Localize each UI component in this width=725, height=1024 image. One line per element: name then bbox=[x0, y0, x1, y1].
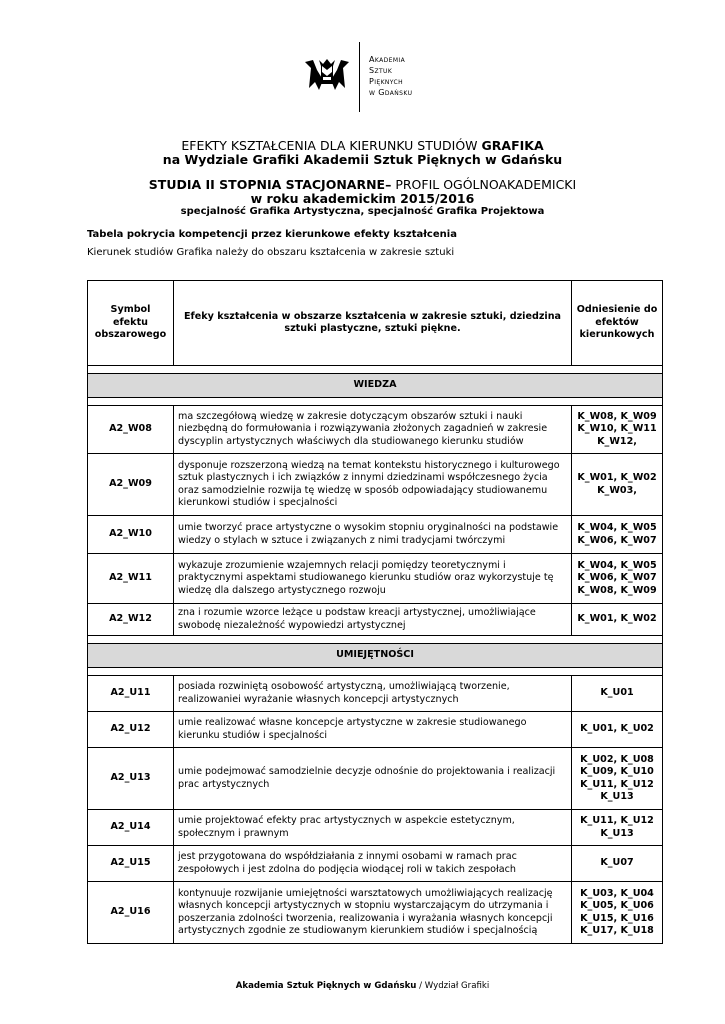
row-code: A2_U16 bbox=[88, 882, 174, 944]
section-row bbox=[88, 374, 663, 398]
row-code: A2_W10 bbox=[88, 516, 174, 554]
table-row bbox=[88, 748, 663, 810]
row-description: zna i rozumie wzorce leżące u podstaw kreacji artystycznej, umożliwiające swobodę niezależność wypowiedzi artystycznej bbox=[174, 604, 572, 636]
header-symbol: Symbol efektu obszarowego bbox=[88, 281, 174, 366]
row-code: A2_U12 bbox=[88, 712, 174, 748]
section-title: UMIEJĘTNOŚCI bbox=[88, 644, 663, 668]
row-references: K_U02, K_U08 K_U09, K_U10 K_U11, K_U12 K_U13 bbox=[572, 748, 663, 810]
study-level-line: STUDIA II STOPNIA STACJONARNE– PROFIL OGÓLNOAKADEMICKI bbox=[148, 177, 577, 192]
row-description: umie podejmować samodzielnie decyzje odnośnie do projektowania i realizacji prac artystycznych bbox=[174, 748, 572, 810]
header-effects: Efeky kształcenia w obszarze kształcenia w zakresie sztuki, dziedzina sztuki plastyczne, sztuki piękne. bbox=[174, 281, 572, 366]
row-references: K_U01 bbox=[572, 676, 663, 712]
row-code: A2_U11 bbox=[88, 676, 174, 712]
row-references: K_U03, K_U04 K_U05, K_U06 K_U15, K_U16 K_U17, K_U18 bbox=[572, 882, 663, 944]
header-references: Odniesienie do efektów kierunkowych bbox=[572, 281, 663, 366]
row-references: K_W04, K_W05 K_W06, K_W07 bbox=[572, 516, 663, 554]
logo-divider bbox=[359, 42, 360, 112]
competency-table bbox=[87, 280, 663, 944]
row-references: K_W04, K_W05 K_W06, K_W07 K_W08, K_W09 bbox=[572, 554, 663, 604]
section-title: WIEDZA bbox=[88, 374, 663, 398]
table-row bbox=[88, 406, 663, 454]
row-references: K_W01, K_W02 K_W03, bbox=[572, 454, 663, 516]
table-caption: Tabela pokrycia kompetencji przez kierunkowe efekty kształcenia bbox=[87, 229, 457, 240]
row-description: ma szczegółową wiedzę w zakresie dotyczącym obszarów sztuki i nauki niezbędną do formułowania i rozwiązywania złożonych zagadnień w zakresie dyscyplin artystycznych właściwych dla studiowanego kierunku studiów bbox=[174, 406, 572, 454]
table-row bbox=[88, 516, 663, 554]
table-row bbox=[88, 676, 663, 712]
specialization-line: specjalność Grafika Artystyczna, specjalność Grafika Projektowa bbox=[180, 206, 545, 217]
row-code: A2_W08 bbox=[88, 406, 174, 454]
table-header-row bbox=[88, 281, 663, 366]
row-description: umie tworzyć prace artystyczne o wysokim stopniu oryginalności na podstawie wiedzy o stylach w sztuce i związanych z nimi tradycjami twórczymi bbox=[174, 516, 572, 554]
academy-crest-icon bbox=[303, 58, 351, 94]
row-description: dysponuje rozszerzoną wiedzą na temat kontekstu historycznego i kulturowego sztuk plastycznych i ich związków z innymi dziedzinami współczesnego życia oraz samodzielnie rozwija tę wiedzę w sposób odpowiadający studiowanemu kierunkowi studiów i specjalności bbox=[174, 454, 572, 516]
row-description: umie projektować efekty prac artystycznych w aspekcie estetycznym, społecznym i prawnym bbox=[174, 810, 572, 846]
row-code: A2_W11 bbox=[88, 554, 174, 604]
row-description: jest przygotowana do współdziałania z innymi osobami w ramach prac zespołowych i jest zdolna do podjęcia wiodącej roli w takich zespołach bbox=[174, 846, 572, 882]
page-footer: Akademia Sztuk Pięknych w Gdańsku / Wydział Grafiki bbox=[235, 981, 490, 991]
table-row bbox=[88, 712, 663, 748]
row-code: A2_U15 bbox=[88, 846, 174, 882]
row-description: kontynuuje rozwijanie umiejętności warsztatowych umożliwiających realizację własnych koncepcji artystycznych w stopniu wystarczającym do utrzymania i poszerzania zdolności tworzenia, realizowania i wyrażania własnych koncepcji artystycznych zgodnie ze studiowanym kierunkiem studiów i specjalnością bbox=[174, 882, 572, 944]
area-note: Kierunek studiów Grafika należy do obszaru kształcenia w zakresie sztuki bbox=[87, 247, 455, 258]
document-title: EFEKTY KSZTAŁCENIA DLA KIERUNKU STUDIÓW GRAFIKA bbox=[181, 138, 544, 153]
row-code: A2_U14 bbox=[88, 810, 174, 846]
row-code: A2_W12 bbox=[88, 604, 174, 636]
row-description: umie realizować własne koncepcje artystyczne w zakresie studiowanego kierunku studiów i specjalności bbox=[174, 712, 572, 748]
row-description: posiada rozwiniętą osobowość artystyczną, umożliwiającą tworzenie, realizowaniei wyrażanie własnych koncepcji artystycznych bbox=[174, 676, 572, 712]
table-row bbox=[88, 846, 663, 882]
section-row bbox=[88, 644, 663, 668]
table-row bbox=[88, 604, 663, 636]
academy-logo bbox=[303, 48, 423, 108]
table-row bbox=[88, 882, 663, 944]
row-references: K_U07 bbox=[572, 846, 663, 882]
row-description: wykazuje zrozumienie wzajemnych relacji pomiędzy teoretycznymi i praktycznymi aspektami studiowanego kierunku studiów oraz wykorzystuje tę wiedzę dla dalszego artystycznego rozwoju bbox=[174, 554, 572, 604]
row-references: K_W08, K_W09 K_W10, K_W11 K_W12, bbox=[572, 406, 663, 454]
institution-name: Akademia Sztuk Pięknych w Gdańsku bbox=[369, 55, 413, 97]
row-references: K_U01, K_U02 bbox=[572, 712, 663, 748]
table-row bbox=[88, 810, 663, 846]
table-row bbox=[88, 454, 663, 516]
row-code: A2_U13 bbox=[88, 748, 174, 810]
row-references: K_W01, K_W02 bbox=[572, 604, 663, 636]
faculty-line: na Wydziale Grafiki Akademii Sztuk Pięknych w Gdańsku bbox=[162, 152, 563, 167]
table-row bbox=[88, 554, 663, 604]
academic-year-line: w roku akademickim 2015/2016 bbox=[250, 191, 475, 206]
row-code: A2_W09 bbox=[88, 454, 174, 516]
row-references: K_U11, K_U12 K_U13 bbox=[572, 810, 663, 846]
